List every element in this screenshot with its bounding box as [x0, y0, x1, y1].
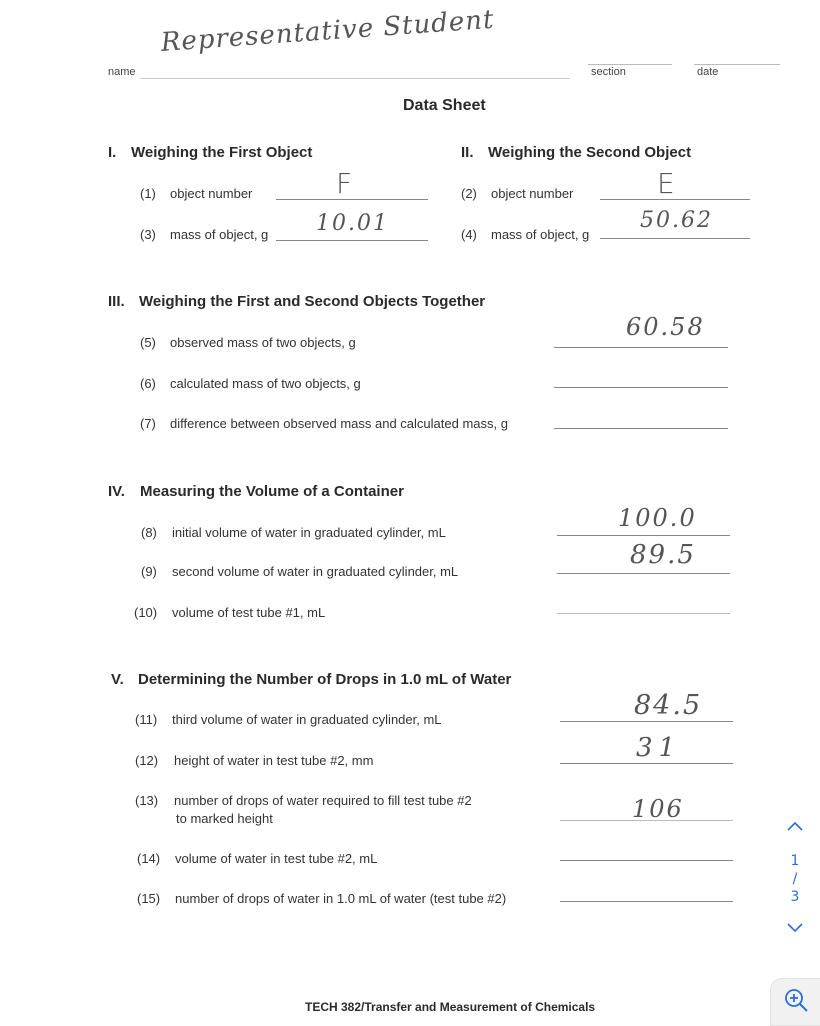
- name-line: [140, 78, 570, 79]
- q15-answer-line: [560, 901, 733, 902]
- part1-numeral: I.: [108, 144, 117, 161]
- q3-number: (3): [140, 227, 156, 242]
- q4-number: (4): [461, 227, 477, 242]
- part4-numeral: IV.: [108, 483, 125, 500]
- q2-number: (2): [461, 186, 477, 201]
- q5-answer: 60.58: [626, 313, 705, 341]
- part2-numeral: II.: [461, 144, 474, 161]
- q3-label: mass of object, g: [170, 227, 269, 242]
- q15-number: (15): [137, 891, 161, 906]
- q5-number: (5): [140, 335, 156, 350]
- q14-number: (14): [137, 851, 161, 866]
- q13-number: (13): [135, 793, 159, 808]
- q12-answer: 31: [636, 733, 682, 763]
- section-label: section: [591, 66, 626, 78]
- q6-answer-line: [554, 387, 728, 388]
- q11-answer: 84.5: [634, 690, 703, 721]
- chevron-down-icon[interactable]: [780, 922, 810, 938]
- q8-answer: 100.0: [618, 504, 697, 532]
- q12-number: (12): [135, 753, 159, 768]
- q14-label: volume of water in test tube #2, mL: [175, 851, 378, 866]
- q9-label: second volume of water in graduated cylinder, mL: [172, 564, 459, 579]
- zoom-in-icon: [783, 987, 809, 1018]
- q10-answer-line: [557, 613, 730, 614]
- total-pages: 3: [790, 889, 800, 905]
- q8-label: initial volume of water in graduated cylinder, mL: [172, 525, 446, 540]
- part5-title: Determining the Number of Drops in 1.0 mL of Water: [138, 671, 512, 688]
- q4-answer: 50.62: [640, 208, 713, 233]
- q9-answer: 89.5: [630, 540, 696, 570]
- name-label: name: [108, 66, 136, 78]
- q11-answer-line: [560, 721, 733, 722]
- name-handwritten: Representative Student: [159, 4, 496, 58]
- q8-answer-line: [557, 535, 730, 536]
- q7-answer-line: [554, 428, 728, 429]
- current-page-number: 1: [790, 853, 800, 869]
- q3-answer-line: [276, 240, 428, 241]
- q1-label: object number: [170, 186, 253, 201]
- q12-label: height of water in test tube #2, mm: [174, 753, 374, 768]
- q5-label: observed mass of two objects, g: [170, 335, 356, 350]
- q6-label: calculated mass of two objects, g: [170, 376, 361, 391]
- sheet-title: Data Sheet: [403, 97, 486, 114]
- q2-answer: E: [657, 167, 677, 200]
- q7-number: (7): [140, 416, 156, 431]
- q10-label: volume of test tube #1, mL: [172, 605, 326, 620]
- q11-label: third volume of water in graduated cylinder, mL: [172, 712, 442, 727]
- footer-course-title: TECH 382/Transfer and Measurement of Chemicals: [305, 1000, 596, 1014]
- zoom-in-button[interactable]: [770, 978, 820, 1026]
- date-label: date: [697, 66, 719, 78]
- q8-number: (8): [141, 525, 157, 540]
- q13-label-line1: number of drops of water required to fill test tube #2: [174, 793, 472, 808]
- chevron-up-icon[interactable]: [780, 820, 810, 836]
- q6-number: (6): [140, 376, 156, 391]
- page-navigator: [780, 820, 810, 938]
- page-separator: /: [792, 871, 798, 887]
- q1-answer: F: [336, 167, 355, 200]
- q14-answer-line: [560, 860, 733, 861]
- part5-numeral: V.: [111, 671, 124, 688]
- q3-answer: 10.01: [316, 211, 389, 236]
- q9-number: (9): [141, 564, 157, 579]
- q4-answer-line: [600, 238, 750, 239]
- q5-answer-line: [554, 347, 728, 348]
- part3-title: Weighing the First and Second Objects Together: [139, 293, 486, 310]
- part2-title: Weighing the Second Object: [488, 144, 692, 161]
- q13-answer: 106: [632, 795, 684, 823]
- part3-numeral: III.: [108, 293, 125, 310]
- q1-number: (1): [140, 186, 156, 201]
- part1-title: Weighing the First Object: [131, 144, 313, 161]
- q9-answer-line: [557, 573, 730, 574]
- q4-label: mass of object, g: [491, 227, 590, 242]
- part4-title: Measuring the Volume of a Container: [140, 483, 404, 500]
- q7-label: difference between observed mass and calculated mass, g: [170, 416, 508, 431]
- q10-number: (10): [134, 605, 158, 620]
- q15-label: number of drops of water in 1.0 mL of water (test tube #2): [175, 891, 507, 906]
- q12-answer-line: [560, 763, 733, 764]
- section-line: [588, 64, 672, 65]
- q2-label: object number: [491, 186, 574, 201]
- date-line: [694, 64, 780, 65]
- q13-label-line2: to marked height: [176, 811, 273, 826]
- q11-number: (11): [135, 712, 158, 727]
